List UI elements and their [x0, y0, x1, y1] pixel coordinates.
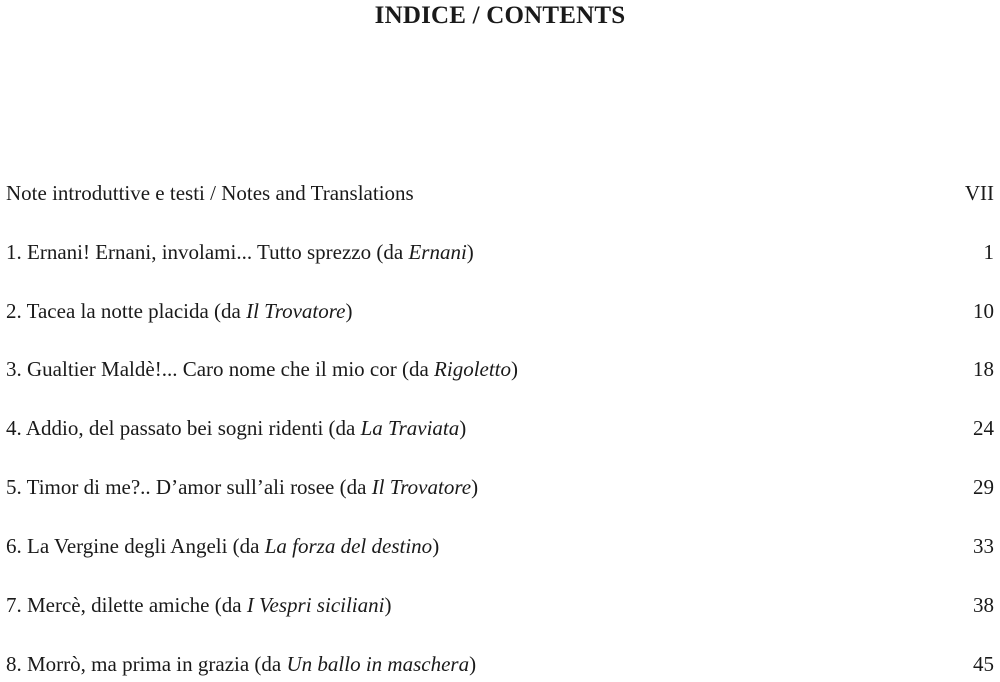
work-title: I Vespri siciliani	[246, 593, 385, 617]
entry-page-number: 45	[973, 652, 994, 676]
work-title: Un ballo in maschera	[286, 652, 470, 676]
toc-entry	[6, 531, 994, 561]
work-title: La Traviata	[360, 416, 460, 440]
toc-entry	[6, 590, 994, 620]
work-title: Ernani	[408, 240, 467, 264]
toc-entry	[6, 237, 994, 267]
work-title: Il Trovatore	[246, 299, 346, 323]
entry-title: Note introduttive e testi / Notes and Translations	[6, 181, 414, 205]
entry-title: 8. Morrò, ma prima in grazia (da Un ballo in maschera)	[6, 652, 477, 676]
entry-page-number: 18	[973, 357, 994, 381]
toc-entry	[6, 472, 994, 502]
entry-page-number: 29	[973, 475, 994, 499]
entry-title: 7. Mercè, dilette amiche (da I Vespri siciliani)	[6, 593, 392, 617]
entry-title: 4. Addio, del passato bei sogni ridenti (da La Traviata)	[6, 416, 467, 440]
entry-page-number: 33	[973, 534, 994, 558]
toc-entry	[6, 413, 994, 443]
entry-title: 6. La Vergine degli Angeli (da La forza del destino)	[6, 534, 440, 558]
page-title: INDICE / CONTENTS	[374, 2, 626, 29]
entry-title: 3. Gualtier Maldè!... Caro nome che il mio cor (da Rigoletto)	[6, 357, 519, 381]
entry-page-number: 24	[973, 416, 994, 440]
toc-entry	[6, 296, 994, 326]
work-title: Il Trovatore	[371, 475, 472, 499]
entry-page-number: 1	[983, 240, 994, 264]
toc-entry	[6, 178, 994, 208]
toc-entry	[6, 649, 994, 679]
toc-entry	[6, 354, 994, 384]
entry-page-number: 38	[973, 593, 994, 617]
entry-page-number: VII	[964, 181, 994, 205]
entry-page-number: 10	[973, 299, 994, 323]
entry-title: 1. Ernani! Ernani, involami... Tutto sprezzo (da Ernani)	[6, 240, 474, 264]
work-title: La forza del destino	[264, 534, 433, 558]
entry-title: 2. Tacea la notte placida (da Il Trovatore)	[6, 299, 353, 323]
work-title: Rigoletto	[434, 357, 512, 381]
entry-title: 5. Timor di me?.. D’amor sull’ali rosee (da Il Trovatore)	[6, 475, 479, 499]
